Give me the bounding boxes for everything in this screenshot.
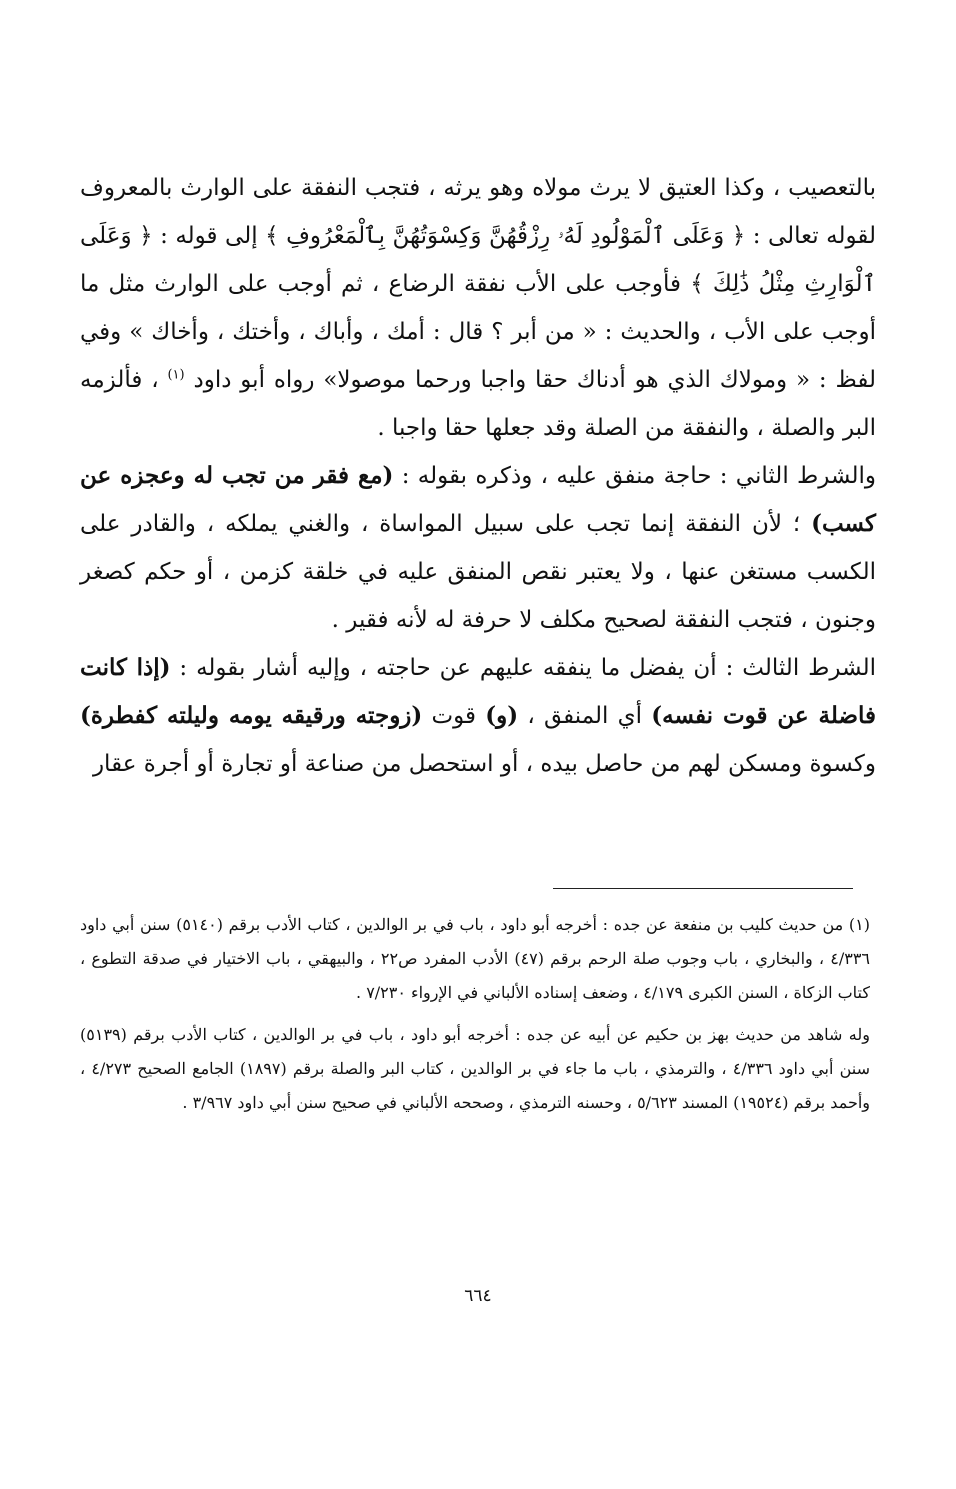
footnote-1-supplement: وله شاهد من حديث بهز بن حكيم عن أبيه عن جده : أخرجه أبو داود ، باب في بر الوالدين ، كتاب الأدب برقم (٥١٣٩) سنن أبي داود ٤/٣٣٦ ، والترمذي ، باب ما جاء في بر الوالدين ، كتاب البر والصلة برقم (١٨٩٧) الجامع الصحيح ٤/٢٧٣ ، وأحمد برقم (١٩٥٢٤) المسند ٥/٦٢٣ ، وحسنه الترمذي ، وصححه الألباني في صحيح سنن أبي داود ٣/٩٦٧ . xyxy=(80,1025,871,1112)
paragraph-3-text-c: قوت xyxy=(422,703,486,729)
quran-verse-2: ﴿ وَعَلَى ٱلْوَارِثِ مِثْلُ ذَٰلِكَ ﴾ xyxy=(80,223,876,297)
quran-verse-1: ﴿ وَعَلَى ٱلْمَوْلُودِ لَهُۥ رِزْقُهُنَّ وَكِسْوَتُهُنَّ بِٱلْمَعْرُوفِ ﴾ xyxy=(265,223,746,249)
main-text xyxy=(80,164,876,788)
footnotes xyxy=(80,908,870,1120)
footnote-1: (١) من حديث كليب بن منفعة عن جده : أخرجه أبو داود ، باب في بر الوالدين ، كتاب الأدب برقم (٥١٤٠) سنن أبي داود ٤/٣٣٦ ، والبخاري ، باب وجوب صلة الرحم برقم (٤٧) الأدب المفرد ص٢٢ ، والبيهقي ، باب الاختيار في صدقة التطوع ، كتاب الزكاة ، السنن الكبرى ٤/١٧٩ ، وضعف إسناده الألباني في الإرواء ٧/٢٣٠ . xyxy=(80,915,871,1002)
paragraph-1-text-b: إلى قوله : xyxy=(152,223,266,249)
paragraph-1-text-c: فأوجب على الأب نفقة الرضاع ، ثم أوجب على الوارث مثل ما أوجب على الأب ، والحديث : « من أبر ؟ قال : أمك ، وأباك ، وأختك ، وأخاك » وفي لفظ : « ومولاك الذي هو أدناك حقا واجبا ورحما موصولا» رواه أبو داود xyxy=(80,271,877,393)
paragraph-3-text-a: الشرط الثالث : أن يفضل ما ينفقه عليهم عن حاجته ، وإليه أشار بقوله : xyxy=(170,655,877,681)
matn-quote-2: (مع فقر من تجب له وعجزه عن كسب) xyxy=(80,462,876,537)
paragraph-2 xyxy=(80,452,876,644)
matn-quote-3b: (و) xyxy=(485,702,519,729)
paragraph-1 xyxy=(80,164,876,452)
footnote-divider xyxy=(553,888,853,889)
page-number: ٦٦٤ xyxy=(464,1286,492,1306)
footnote-marker: (١) xyxy=(167,367,185,383)
matn-quote-3a: (إذا كانت فاضلة عن قوت نفسه) xyxy=(80,654,877,729)
paragraph-3-text-b: أي المنفق ، xyxy=(518,703,652,729)
paragraph-2-text-b: ؛ لأن النفقة إنما تجب على سبيل المواساة ، والغني يملكه ، والقادر على الكسب مستغن عنها ، ولا يعتبر نقص المنفق عليه في خلقة كزمن ، أو حكم كصغر وجنون ، فتجب النفقة لصحيح مكلف لا حرفة له لأنه فقير . xyxy=(80,511,876,633)
paragraph-1-text-a: بالتعصيب ، وكذا العتيق لا يرث مولاه وهو يرثه ، فتجب النفقة على الوارث بالمعروف لقوله تعالى : xyxy=(80,175,877,249)
paragraph-3 xyxy=(80,644,876,788)
paragraph-1-text-d: ، فألزمه البر والصلة ، والنفقة من الصلة وقد جعلها حقا واجبا . xyxy=(80,367,876,441)
paragraph-3-text-d: وكسوة ومسكن لهم من حاصل بيده ، أو استحصل من صناعة أو تجارة أو أجرة عقار xyxy=(92,751,876,777)
paragraph-2-text-a: والشرط الثاني : حاجة منفق عليه ، وذكره بقوله : xyxy=(393,463,876,489)
matn-quote-3c: (زوجته ورقيقه يومه وليلته كفطرة) xyxy=(80,702,423,729)
